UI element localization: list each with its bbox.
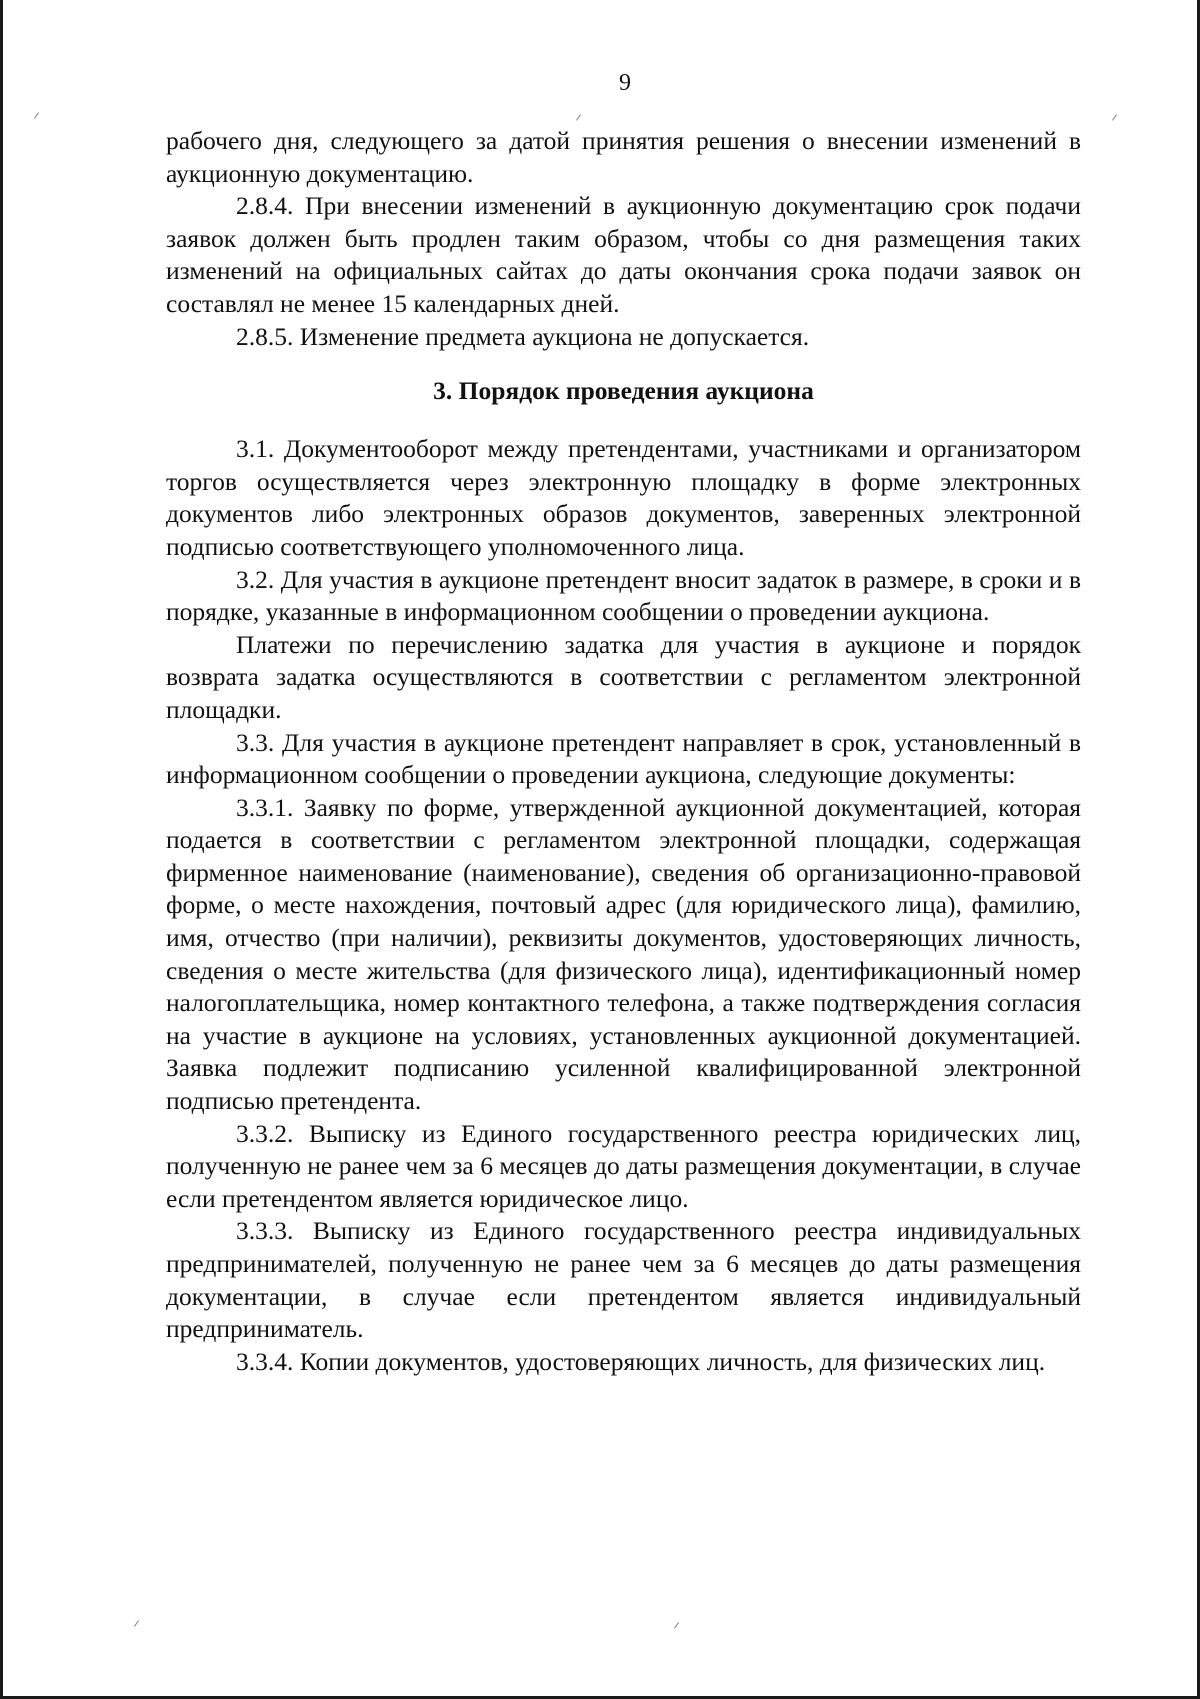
paragraph-continuation: рабочего дня, следующего за датой принятия решения о внесении изменений в аукционную документацию. [166,126,1081,188]
scan-speck [34,112,39,118]
paragraph-3-2: 3.2. Для участия в аукционе претендент вносит задаток в размере, в сроки и в порядке, указанные в информационном сообщении о проведении аукциона. [166,564,1081,627]
paragraph-2-8-5: 2.8.5. Изменение предмета аукциона не допускается. [236,321,810,351]
paragraph-3-3-3: 3.3.3. Выписку из Единого государственного реестра индивидуальных предпринимателей, полученную не ранее чем за 6 месяцев до даты размещения документации, в случае если претендентом является индивидуальный предприниматель. [166,1216,1081,1344]
paragraph-3-3-4: 3.3.4. Копии документов, удостоверяющих личность, для физических лиц. [236,1346,1046,1376]
paragraph-2-8-4: 2.8.4. При внесении изменений в аукционную документацию срок подачи заявок должен быть продлен таким образом, чтобы со дня размещения таких изменений на официальных сайтах до даты окончания срока подачи заявок он составлял не менее 15 календарных дней. [166,191,1081,318]
section-3-heading: 3. Порядок проведения аукциона [433,376,814,406]
scan-speck [674,1622,679,1628]
document-body [166,125,1081,1378]
page-number: 9 [619,70,631,96]
scan-border-left [0,0,3,1699]
paragraph-3-3: 3.3. Для участия в аукционе претендент направляет в срок, установленный в информационном сообщении о проведении аукциона, следующие документы: [166,727,1081,790]
scan-speck [576,114,581,120]
scan-speck [134,1620,139,1626]
scan-speck [1112,114,1117,120]
paragraph-3-3-1: 3.3.1. Заявку по форме, утвержденной аукционной документацией, которая подается в соответствии с регламентом электронной площадки, содержащая фирменное наименование (наименование), сведения об организационно-правовой форме, о месте нахождения, почтовый адрес (для юридического лица), фамилию, имя, отчество (при наличии), реквизиты документов, удостоверяющих личность, сведения о месте жительства (для физического лица), идентификационный номер налогоплательщика, номер контактного телефона, а также подтверждения согласия на участие в аукционе на условиях, установленных аукционной документацией. Заявка подлежит подписанию усиленной квалифицированной электронной подписью претендента. [166,792,1081,1116]
paragraph-3-3-2: 3.3.2. Выписку из Единого государственного реестра юридических лиц, полученную не ранее чем за 6 месяцев до даты размещения документации, в случае если претендентом является юридическое лицо. [166,1118,1081,1213]
paragraph-3-1: 3.1. Документооборот между претендентами, участниками и организатором торгов осуществляется через электронную площадку в форме электронных документов либо электронных образов документов, заверенных электронной подписью соответствующего уполномоченного лица. [166,434,1081,561]
paragraph-payments: Платежи по перечислению задатка для участия в аукционе и порядок возврата задатка осуществляются в соответствии с регламентом электронной площадки. [166,629,1081,724]
